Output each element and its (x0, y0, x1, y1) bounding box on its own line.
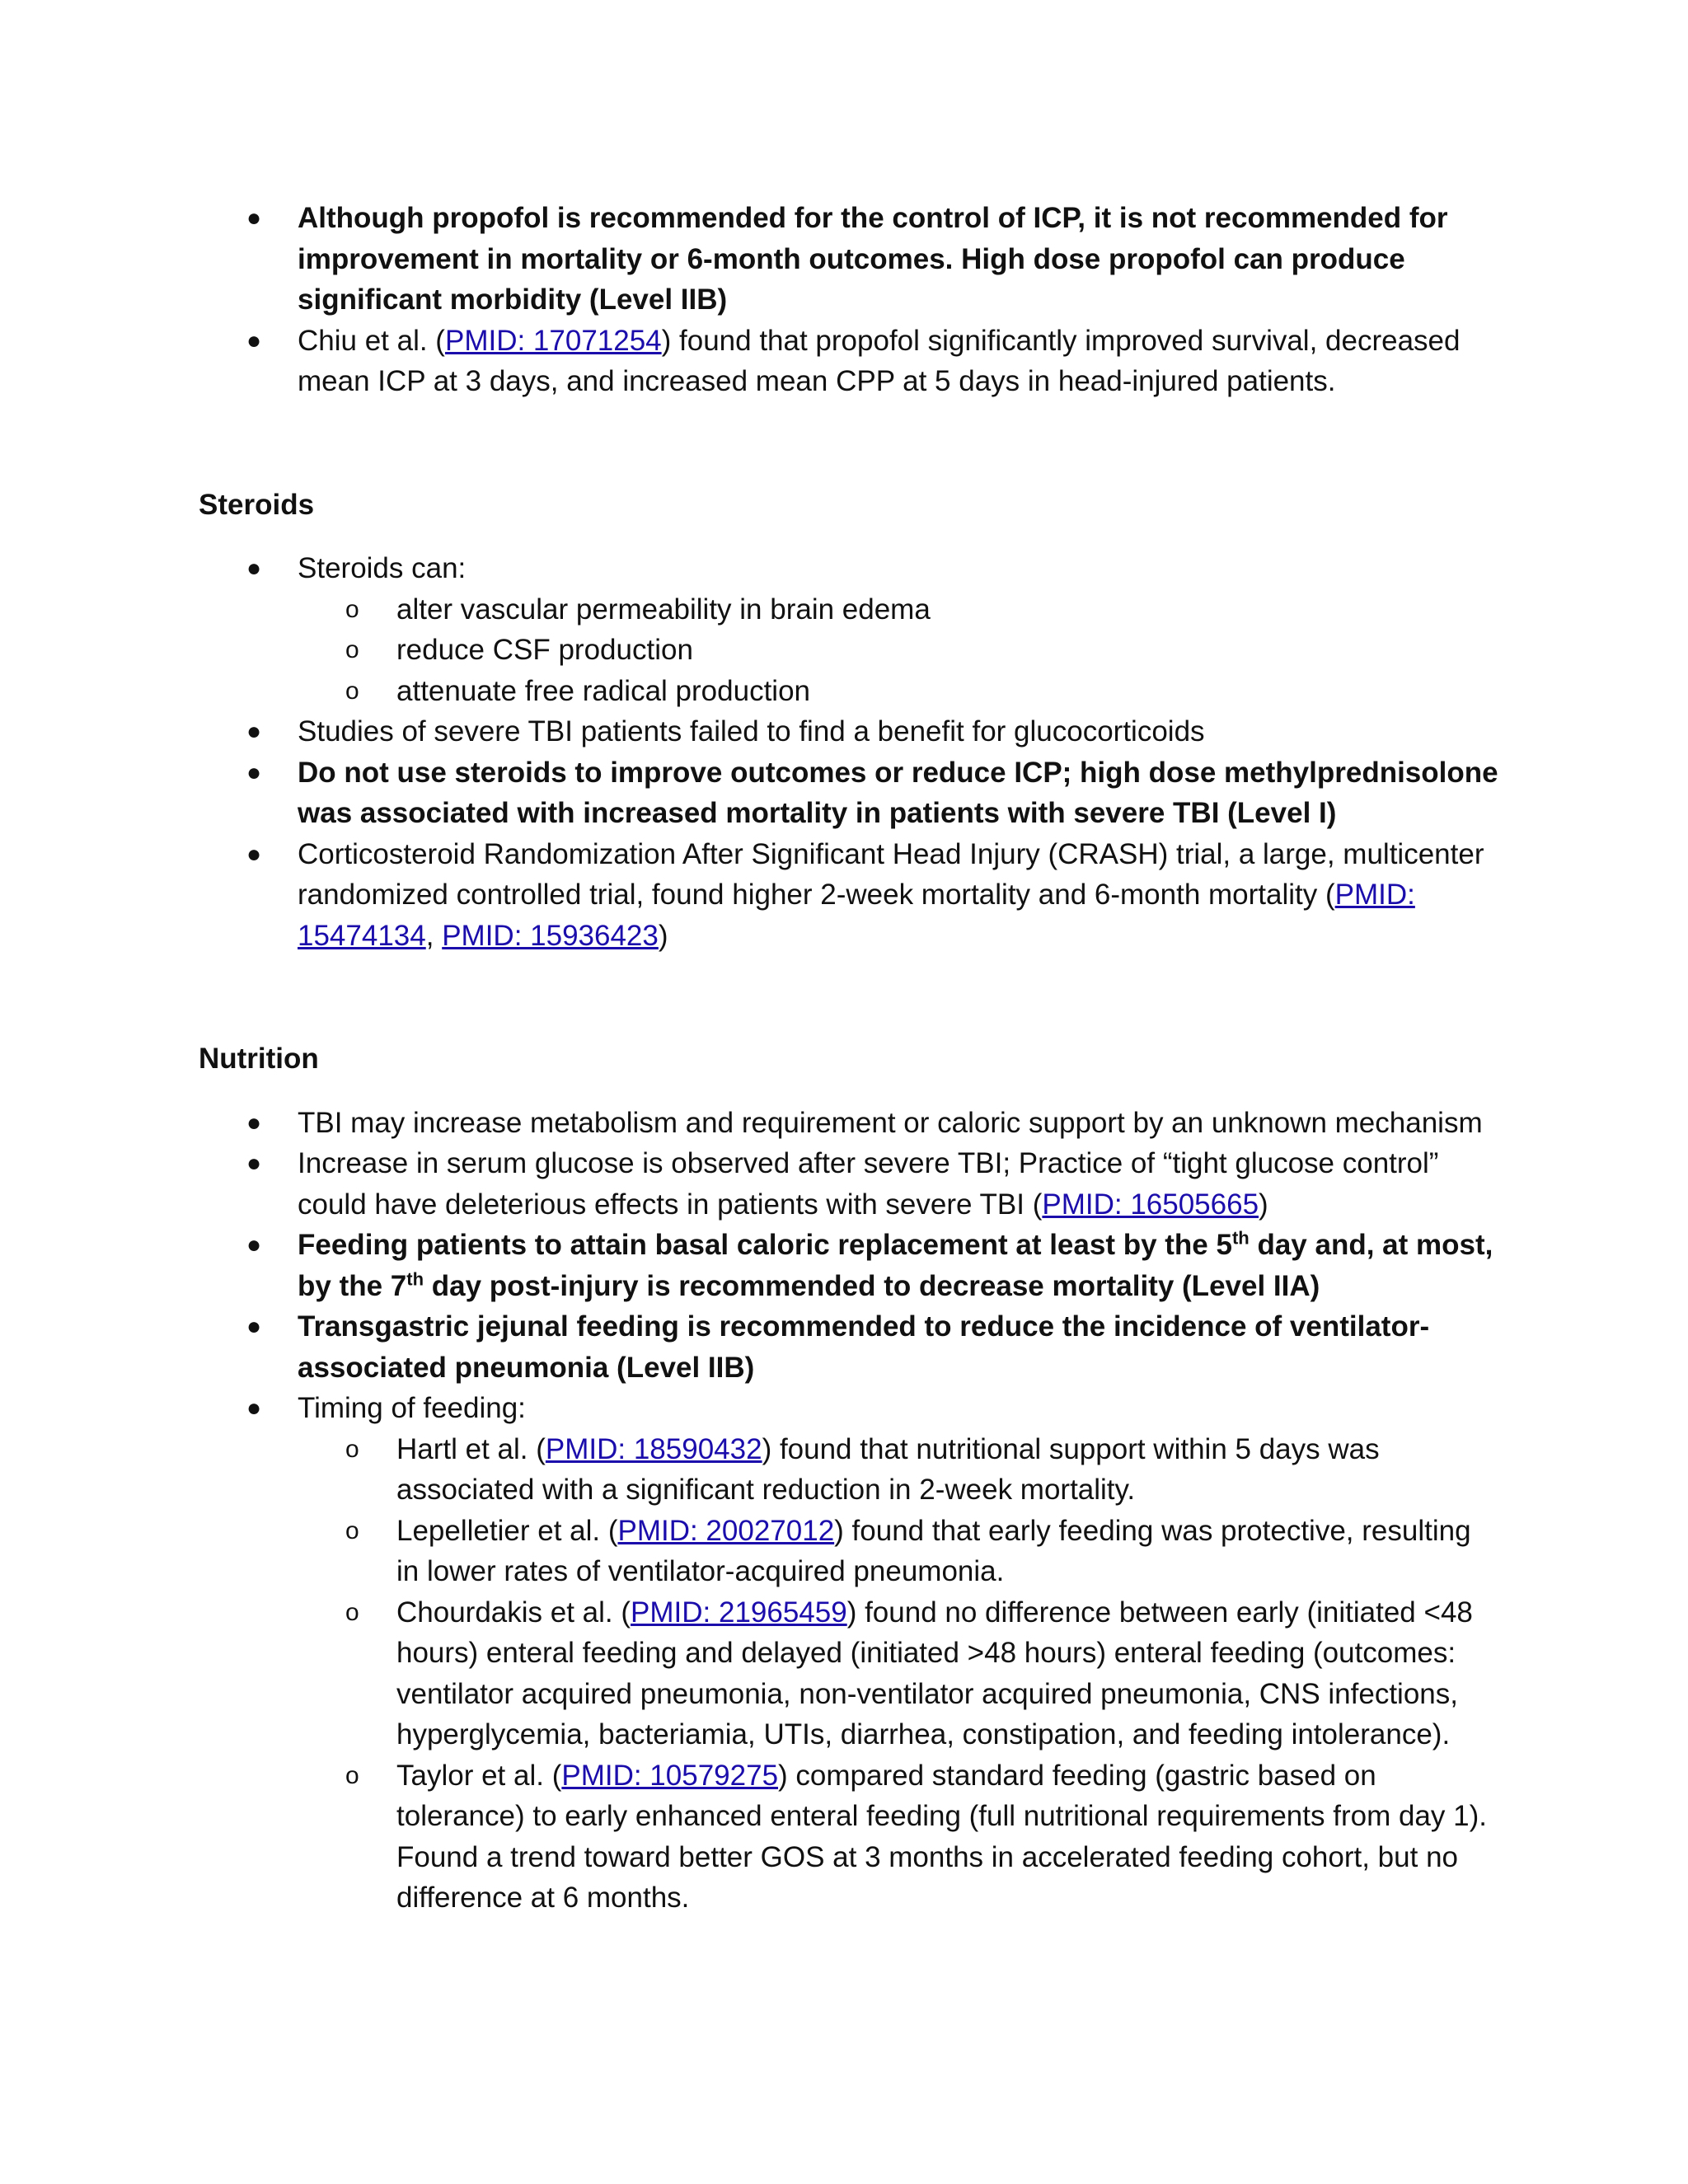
spacer (199, 402, 1501, 485)
item-text: Steroids can: (298, 552, 467, 584)
pmid-link[interactable]: PMID: 16505665 (1042, 1188, 1259, 1221)
text-run: day post-injury is recommended to decrease mortality (Level IIA) (424, 1269, 1320, 1302)
item-text: TBI may increase metabolism and requirement or caloric support by an unknown mechanism (298, 1106, 1483, 1139)
item-text: Lepelletier et al. ( (396, 1514, 618, 1547)
steroids-sublist (298, 589, 1501, 712)
recommendation-text: Transgastric jejunal feeding is recommended to reduce the incidence of ventilator-associated pneumonia (Level IIB) (298, 1310, 1430, 1384)
pmid-link[interactable]: PMID: 17071254 (444, 324, 662, 357)
item-text: Studies of severe TBI patients failed to find a benefit for glucocorticoids (298, 715, 1205, 748)
item-text: Timing of feeding: (298, 1392, 526, 1424)
circle-bullet-icon: o (345, 1598, 359, 1626)
item-text: Increase in serum glucose is observed after severe TBI; Practice of “tight glucose control” could have deleterious effects in patients with severe TBI ( (298, 1147, 1439, 1221)
sub-list-item (298, 1592, 1501, 1755)
list-item (199, 711, 1501, 752)
list-item (199, 1388, 1501, 1919)
circle-bullet-icon: o (345, 595, 359, 623)
item-text: attenuate free radical production (396, 674, 810, 707)
sub-list-item (298, 671, 1501, 712)
circle-bullet-icon: o (345, 636, 359, 663)
circle-bullet-icon: o (345, 1435, 359, 1463)
item-text: ) found that early feeding was protective, resulting in lower rates of ventilator-acquired pneumonia. (396, 1514, 1471, 1587)
item-text: reduce CSF production (396, 634, 693, 666)
bullet-icon: ● (246, 1394, 262, 1422)
pmid-link[interactable]: PMID: 21965459 (631, 1596, 847, 1629)
pmid-link[interactable]: PMID: 10579275 (561, 1759, 779, 1792)
list-item (199, 1143, 1501, 1225)
pmid-link[interactable]: PMID: 15474134 (298, 879, 1415, 952)
bullet-icon: ● (246, 758, 262, 786)
circle-bullet-icon: o (345, 1516, 359, 1544)
text-run: day and, at most, by the 7 (298, 1229, 1493, 1302)
item-text: ) (658, 919, 668, 952)
pmid-link[interactable]: PMID: 18590432 (545, 1432, 762, 1465)
pmid-link[interactable]: PMID: 15936423 (442, 919, 659, 952)
steroids-list (199, 548, 1501, 956)
section-heading-nutrition: Nutrition (199, 1043, 319, 1075)
recommendation-text: Do not use steroids to improve outcomes or reduce ICP; high dose methylprednisolone was associated with increased mortality in patients with severe TBI (Level I) (298, 756, 1498, 829)
superscript: th (1231, 1227, 1250, 1249)
circle-bullet-icon: o (345, 1761, 359, 1789)
item-text: ) (1259, 1188, 1268, 1221)
sub-list-item (298, 589, 1501, 630)
bullet-icon: ● (246, 1150, 262, 1177)
list-item (199, 198, 1501, 321)
sub-list-item (298, 630, 1501, 671)
list-item (199, 1306, 1501, 1388)
feeding-sublist (298, 1429, 1501, 1919)
item-text: Corticosteroid Randomization After Significant Head Injury (CRASH) trial, a large, multicenter randomized controlled trial, found higher 2-week mortality and 6-month mortality ( (298, 837, 1484, 911)
spacer (199, 1080, 1501, 1103)
list-item (199, 321, 1501, 402)
nutrition-list (199, 1103, 1501, 1919)
section-heading-steroids: Steroids (199, 488, 315, 521)
list-item (199, 1225, 1501, 1306)
document-content (199, 198, 1501, 1919)
item-text: Taylor et al. ( (396, 1759, 562, 1792)
spacer (199, 525, 1501, 548)
list-item (199, 548, 1501, 711)
list-item (199, 1103, 1501, 1144)
item-text: Chourdakis et al. ( (396, 1596, 631, 1629)
superscript: th (406, 1268, 424, 1289)
recommendation-text: Although propofol is recommended for the control of ICP, it is not recommended for improvement in mortality or 6-month outcomes. High dose propofol can produce significant morbidity (Level IIB) (298, 202, 1448, 316)
item-text: Chiu et al. ( (298, 324, 445, 357)
sub-list-item (298, 1429, 1501, 1511)
separator: , (425, 919, 443, 952)
item-text: Hartl et al. ( (396, 1432, 546, 1465)
item-text: ) compared standard feeding (gastric based on tolerance) to early enhanced enteral feeding (full nutritional requirements from day 1). Found a trend toward better GOS at 3 months in accelerated feeding cohort, but no difference at 6 months. (396, 1759, 1487, 1914)
item-text: alter vascular permeability in brain edema (396, 593, 931, 626)
bullet-icon: ● (246, 326, 262, 354)
bullet-icon: ● (246, 1313, 262, 1340)
list-item (199, 834, 1501, 957)
list-item (199, 752, 1501, 834)
bullet-icon: ● (246, 1231, 262, 1258)
spacer (199, 956, 1501, 1038)
bullet-icon: ● (246, 718, 262, 745)
circle-bullet-icon: o (345, 677, 359, 705)
item-text: ) found that propofol significantly improved survival, decreased mean ICP at 3 days, and increased mean CPP at 5 days in head-injured patients. (298, 324, 1461, 397)
bullet-icon: ● (246, 204, 262, 232)
recommendation-text (298, 1229, 1493, 1302)
bullet-icon: ● (246, 1108, 262, 1137)
item-text: ) found that nutritional support within 5 days was associated with a significant reduction in 2-week mortality. (396, 1432, 1380, 1506)
bullet-icon: ● (246, 840, 262, 868)
item-text: ) found no difference between early (initiated <48 hours) enteral feeding and delayed (initiated >48 hours) enteral feeding (outcomes: ventilator acquired pneumonia, non-ventilator acquired pneumonia, CNS infections, hyperglycemia, bacteriamia, UTIs, diarrhea, constipation, and feeding intolerance). (396, 1596, 1473, 1750)
sub-list-item (298, 1755, 1501, 1919)
bullet-icon: ● (246, 555, 262, 582)
sub-list-item (298, 1511, 1501, 1592)
text-run: Feeding patients to attain basal caloric replacement at least by the 5 (298, 1229, 1232, 1261)
propofol-list (199, 198, 1501, 402)
pmid-link[interactable]: PMID: 20027012 (617, 1514, 835, 1547)
